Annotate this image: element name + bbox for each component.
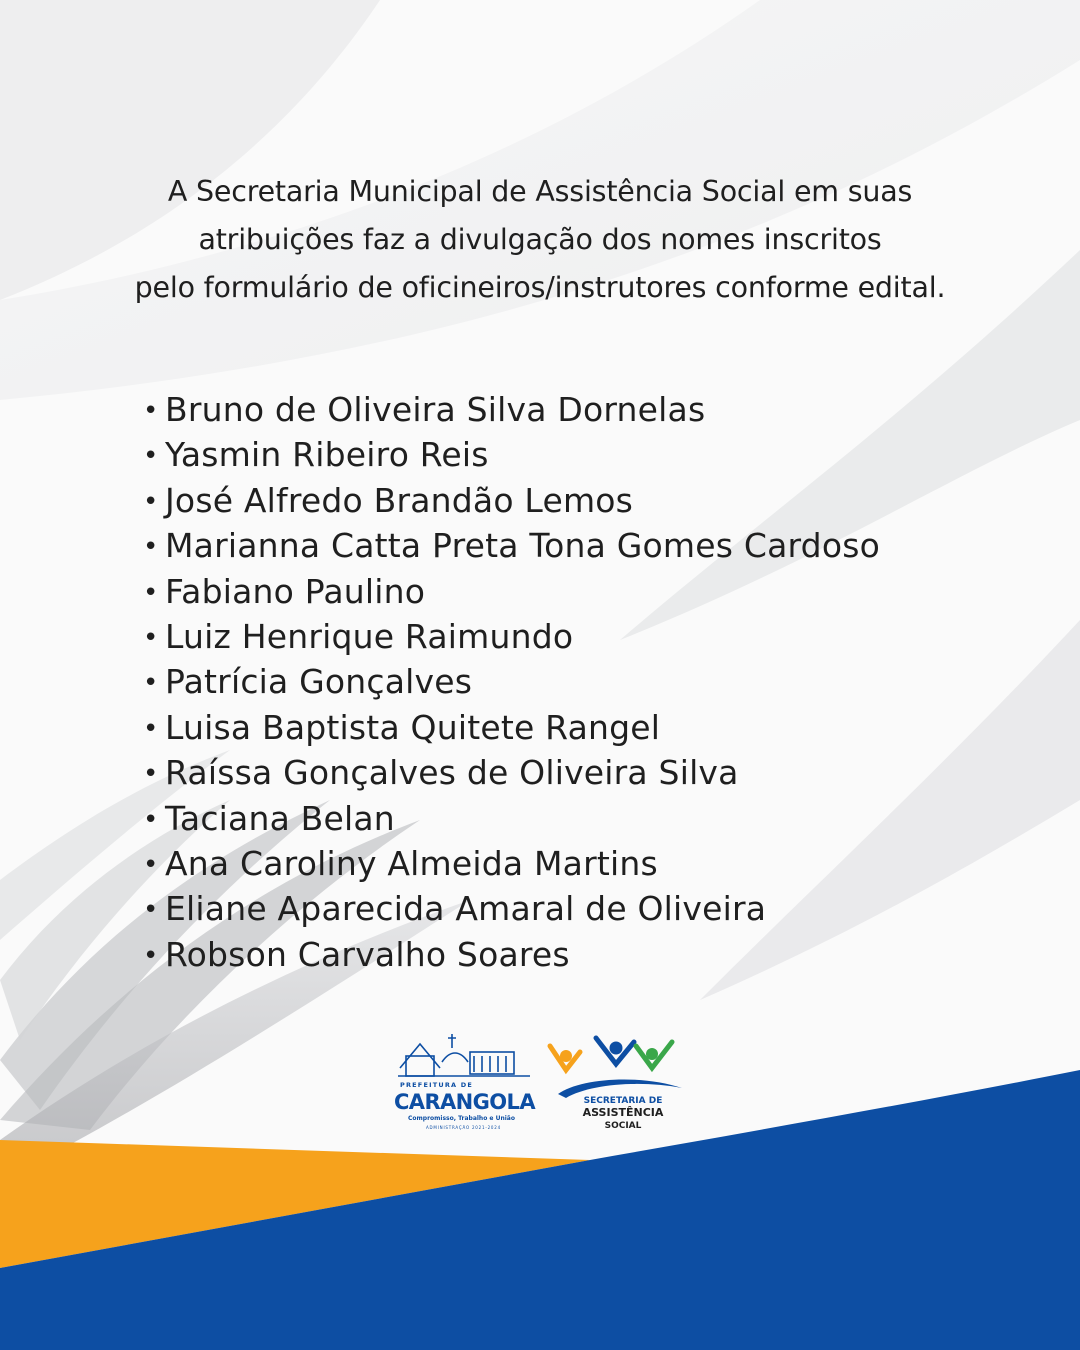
secretaria-line-2: ASSISTÊNCIA <box>582 1106 664 1119</box>
bullet: • <box>143 713 159 744</box>
bullet: • <box>143 486 159 517</box>
prefeitura-name: CARANGOLA <box>394 1090 535 1114</box>
list-item <box>143 842 880 887</box>
people-figures-icon <box>550 1038 672 1070</box>
bullet: • <box>143 759 159 790</box>
bullet: • <box>143 577 159 608</box>
name: Robson Carvalho Soares <box>165 934 570 974</box>
name: Eliane Aparecida Amaral de Oliveira <box>165 889 767 929</box>
list-item <box>143 433 880 478</box>
name: Yasmin Ribeiro Reis <box>165 435 489 475</box>
city-skyline-icon <box>398 1034 530 1076</box>
name: Ana Caroliny Almeida Martins <box>165 844 658 884</box>
prefeitura-slogan: Compromisso, Trabalho e União <box>408 1115 515 1122</box>
secretaria-line-3: SOCIAL <box>604 1121 642 1131</box>
list-item <box>143 887 880 932</box>
list-item <box>143 933 880 978</box>
prefeitura-admin: ADMINISTRAÇÃO 2021-2024 <box>426 1125 501 1130</box>
bullet: • <box>143 895 159 926</box>
list-item <box>143 706 880 751</box>
list-item <box>143 660 880 705</box>
prefeitura-top-label: PREFEITURA DE <box>400 1081 473 1089</box>
bullet: • <box>143 396 159 426</box>
intro-text <box>40 168 1040 312</box>
secretaria-line-1: SECRETARIA DE <box>583 1096 663 1106</box>
bullet: • <box>143 850 159 881</box>
list-item <box>143 797 880 842</box>
list-item <box>143 479 880 524</box>
list-item <box>143 524 880 569</box>
intro-line-3: pelo formulário de oficineiros/instrutores conforme edital. <box>134 271 946 304</box>
bullet: • <box>143 532 159 563</box>
prefeitura-carangola-logo <box>394 1034 536 1130</box>
bullet: • <box>143 623 159 654</box>
intro-line-1: A Secretaria Municipal de Assistência Social em suas <box>167 175 913 208</box>
registered-names-list <box>143 388 880 978</box>
name: Luiz Henrique Raimundo <box>165 617 574 657</box>
list-item <box>143 570 880 615</box>
name: Patrícia Gonçalves <box>165 662 473 702</box>
intro-line-2: atribuições faz a divulgação dos nomes inscritos <box>198 223 882 256</box>
name: Raíssa Gonçalves de Oliveira Silva <box>165 753 739 793</box>
bullet: • <box>143 668 159 699</box>
footer-logos <box>390 1028 690 1138</box>
bullet: • <box>143 804 159 835</box>
name: Marianna Catta Preta Tona Gomes Cardoso <box>165 526 880 566</box>
name: Taciana Belan <box>165 798 395 838</box>
list-item <box>143 388 880 433</box>
list-item <box>143 615 880 660</box>
list-item <box>143 751 880 796</box>
secretaria-assistencia-social-logo <box>550 1038 682 1131</box>
bullet: • <box>143 940 159 971</box>
name: Luisa Baptista Quitete Rangel <box>165 707 661 747</box>
bullet: • <box>143 441 159 472</box>
name: Bruno de Oliveira Silva Dornelas <box>165 390 706 429</box>
name: José Alfredo Brandão Lemos <box>165 480 634 520</box>
name: Fabiano Paulino <box>165 571 426 611</box>
